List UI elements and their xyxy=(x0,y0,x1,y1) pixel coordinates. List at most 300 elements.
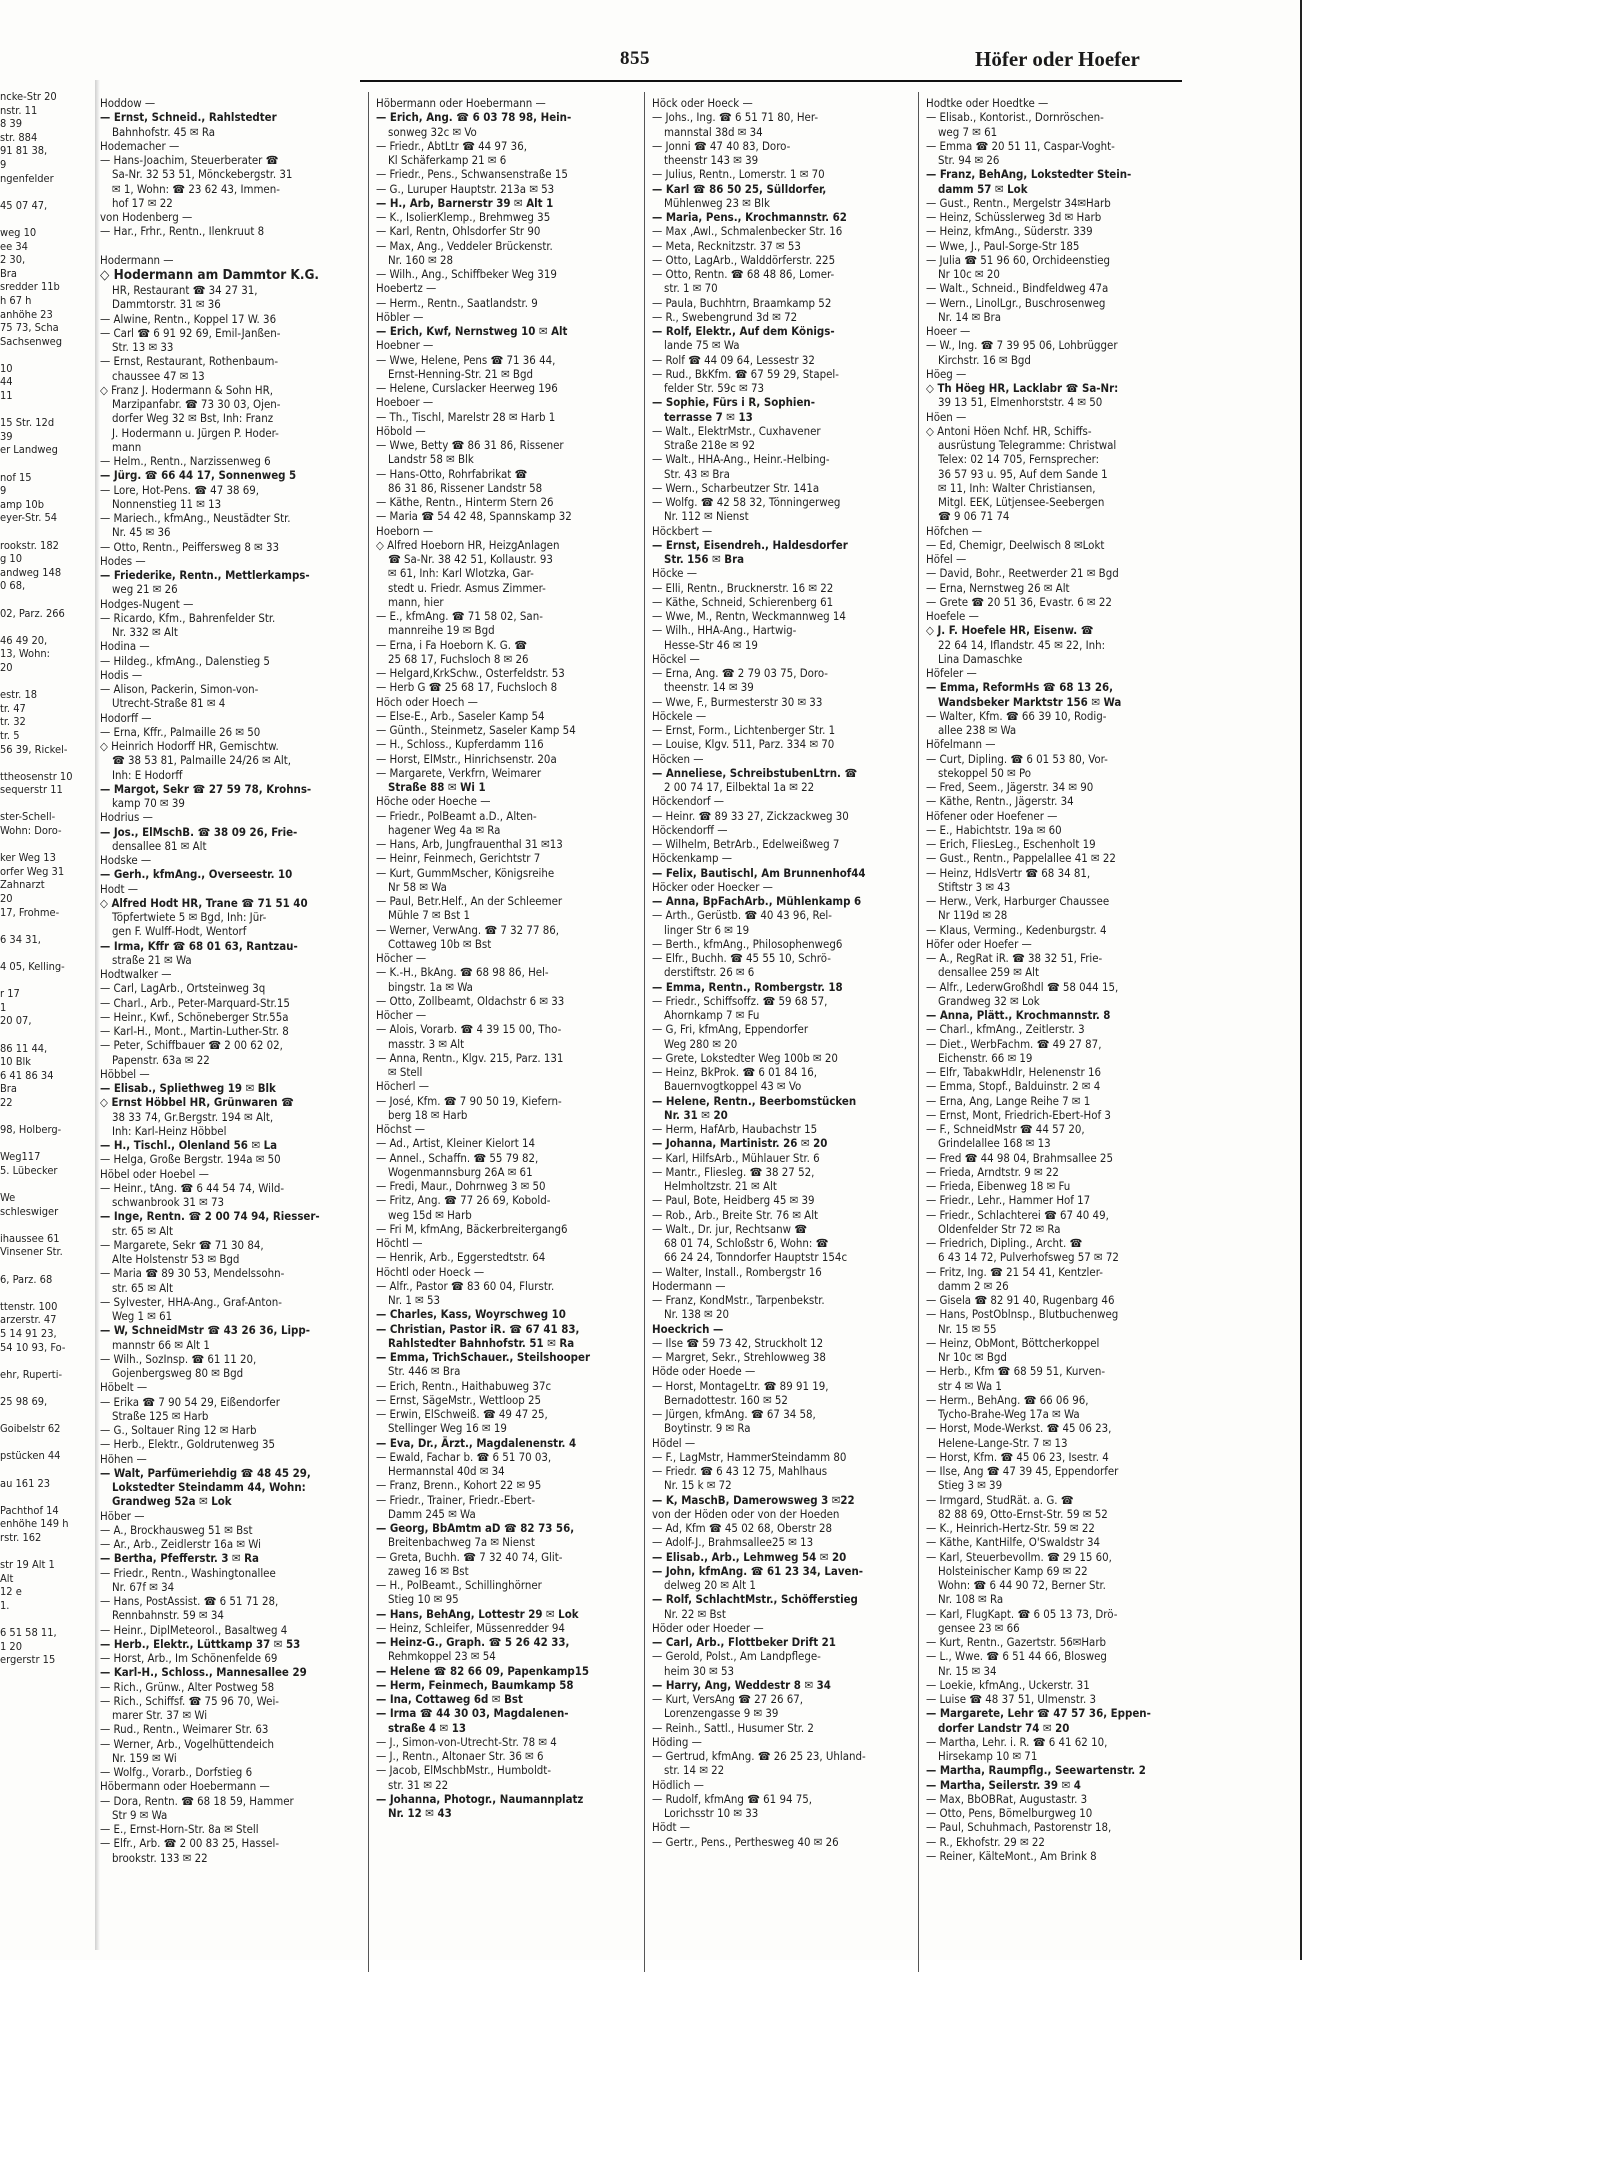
directory-entry: masstr. 3 ✉ Alt xyxy=(388,1036,465,1051)
directory-entry: J. Hodermann u. Jürgen P. Hoder- xyxy=(112,425,279,440)
directory-entry: densallee 259 ✉ Alt xyxy=(938,965,1040,980)
fragment-line: str 19 Alt 1 xyxy=(0,1558,55,1572)
directory-entry: — H., Arb, Barnerstr 39 ✉ Alt 1 xyxy=(376,195,554,210)
fragment-line: sredder 11b xyxy=(0,280,60,294)
directory-entry: Helmholtzstr. 21 ✉ Alt xyxy=(664,1179,777,1193)
directory-entry: — Friedr., Rentn., Washingtonallee xyxy=(100,1565,276,1580)
directory-entry: Hodtwalker — xyxy=(100,967,172,981)
fragment-line: h 67 h xyxy=(0,293,32,307)
directory-entry: — Herb., Elektr., Goldrutenweg 35 xyxy=(100,1437,276,1452)
directory-entry: — Wilh., SozInsp. ☎ 61 11 20, xyxy=(100,1351,257,1366)
directory-entry: ◇ Hodermann am Dammtor K.G. xyxy=(100,267,320,283)
directory-entry: — Wern., LinolLgr., Buschrosenweg xyxy=(926,295,1106,310)
directory-entry: — Sylvester, HHA-Ang., Graf-Anton- xyxy=(100,1294,282,1309)
fragment-line: ncke-Str 20 xyxy=(0,90,57,103)
fragment-line: eyer-Str. 54 xyxy=(0,511,58,525)
directory-entry: — Klaus, Verming., Kedenburgstr. 4 xyxy=(926,922,1107,937)
directory-entry: — Carl, Arb., Flottbeker Drift 21 xyxy=(652,1635,836,1649)
directory-entry: — J., Simon-von-Utrecht-Str. 78 ✉ 4 xyxy=(376,1734,557,1749)
directory-entry: — Adolf-J., Brahmsallee25 ✉ 13 xyxy=(652,1535,814,1550)
fragment-line: r 17 xyxy=(0,987,20,1001)
directory-entry: hagener Weg 4a ✉ Ra xyxy=(388,822,501,837)
directory-entry: Höck oder Hoeck — xyxy=(652,96,753,110)
directory-entry: — José, Kfm. ☎ 7 90 50 19, Kiefern- xyxy=(376,1093,562,1108)
directory-entry: — Herm, HafArb, Haubachstr 15 xyxy=(652,1122,818,1136)
directory-entry: ◇ Alfred Hoeborn HR, HeizgAnlagen xyxy=(376,537,560,552)
directory-entry: — Rolf, SchlachtMstr., Schöfferstieg xyxy=(652,1592,858,1607)
directory-entry: — Margarete, Sekr ☎ 71 30 84, xyxy=(100,1237,264,1252)
fragment-line xyxy=(0,212,95,226)
directory-entry: — Walter, Kfm. ☎ 66 39 10, Rodig- xyxy=(926,708,1107,723)
directory-entry: densallee 81 ✉ Alt xyxy=(112,838,207,853)
directory-entry: — Hans, Arb, Jungfrauenthal 31 ✉13 xyxy=(376,837,563,851)
directory-entry: Str. 43 ✉ Bra xyxy=(664,466,730,481)
directory-entry: — H., Tischl., Olenland 56 ✉ La xyxy=(100,1138,278,1152)
directory-entry: Nr. 45 ✉ 36 xyxy=(112,525,171,540)
fragment-line xyxy=(0,1286,95,1300)
directory-entry: Stellinger Weg 16 ✉ 19 xyxy=(388,1421,507,1436)
directory-entry: Inh: E Hodorff xyxy=(112,767,183,782)
directory-entry: — Grete, Lokstedter Weg 100b ✉ 20 xyxy=(652,1050,838,1065)
directory-entry: — Walt., ElektrMstr., Cuxhavener xyxy=(652,423,821,438)
directory-entry: str. 14 ✉ 22 xyxy=(664,1763,725,1778)
directory-entry: — Herb., Kfm ☎ 68 59 51, Kurven- xyxy=(926,1364,1106,1379)
directory-entry: — Otto, Rentn. ☎ 68 48 86, Lomer- xyxy=(652,267,835,281)
directory-entry: — Heinr, Feinmech, Gerichtstr 7 xyxy=(376,851,541,866)
directory-entry: — Margret, Sekr., Strehlowweg 38 xyxy=(652,1350,826,1364)
directory-entry: — Herb., Elektr., Lüttkamp 37 ✉ 53 xyxy=(100,1636,301,1651)
directory-entry: — Walter, Install., Rombergstr 16 xyxy=(652,1264,822,1279)
directory-entry: Str. 94 ✉ 26 xyxy=(938,153,1000,167)
directory-entry: — Elisab., Arb., Lehmweg 54 ✉ 20 xyxy=(652,1549,847,1564)
directory-entry: — Erna, Ang, Lange Reihe 7 ✉ 1 xyxy=(926,1093,1091,1108)
directory-entry: Hoeer — xyxy=(926,324,971,338)
directory-entry: — Ernst, Schneid., Rahlstedter xyxy=(100,110,277,125)
directory-entry: — Karl-H., Schloss., Mannesallee 29 xyxy=(100,1665,307,1680)
directory-entry: — Helgard,KrkSchw., Osterfeldstr. 53 xyxy=(376,666,565,680)
directory-entry: — Carl ☎ 6 91 92 69, Emil-Janßen- xyxy=(100,325,281,340)
directory-entry: — Fri M, kfmAng, Bäckerbreitergang6 xyxy=(376,1221,568,1236)
directory-entry: — Kurt, GummMscher, Königsreihe xyxy=(376,865,555,880)
directory-entry: — Sophie, Fürs i R, Sophien- xyxy=(652,395,815,410)
fragment-line: 98, Holberg- xyxy=(0,1123,62,1137)
directory-entry: — Friedr., PolBeamt a.D., Alten- xyxy=(376,808,537,823)
directory-entry: von Hodenberg — xyxy=(100,210,193,224)
directory-entry: Nr. 160 ✉ 28 xyxy=(388,252,454,267)
directory-entry: Gojenbergsweg 80 ✉ Bgd xyxy=(112,1366,244,1380)
directory-entry: Nr. 138 ✉ 20 xyxy=(664,1307,730,1322)
directory-entry: Hodermann — xyxy=(100,252,174,267)
directory-entry: — Irma ☎ 44 30 03, Magdalenen- xyxy=(376,1706,569,1721)
directory-entry: str. 65 ✉ Alt xyxy=(112,1280,174,1295)
directory-entry: ◇ Franz J. Hodermann & Sohn HR, xyxy=(100,382,274,397)
directory-entry: — Eva, Dr., Ärzt., Magdalenenstr. 4 xyxy=(376,1435,577,1450)
directory-entry: — Ar., Arb., Zeidlerstr 16a ✉ Wi xyxy=(100,1537,261,1551)
directory-entry: — Wolfg. ☎ 42 58 32, Tönningerweg xyxy=(652,495,841,509)
directory-entry: — Karl, Rentn, Ohlsdorfer Str 90 xyxy=(376,224,541,239)
directory-entry: mannreihe 19 ✉ Bgd xyxy=(388,623,495,638)
directory-entry: Oldenfelder Str 72 ✉ Ra xyxy=(938,1221,1061,1236)
directory-entry: — Ewald, Fachar b. ☎ 6 51 70 03, xyxy=(376,1449,552,1464)
directory-entry: — E., Ernst-Horn-Str. 8a ✉ Stell xyxy=(100,1822,259,1836)
directory-entry: — Ad, Kfm ☎ 45 02 68, Oberstr 28 xyxy=(652,1521,832,1535)
directory-entry: — Otto, Pens, Bömelburgweg 10 xyxy=(926,1806,1093,1820)
directory-entry: — Erna, Ang. ☎ 2 79 03 75, Doro- xyxy=(652,666,829,680)
directory-entry: — Paul, Bote, Heidberg 45 ✉ 39 xyxy=(652,1193,815,1208)
directory-entry: — Reiner, KälteMont., Am Brink 8 xyxy=(926,1848,1097,1863)
directory-entry: Höding — xyxy=(652,1734,702,1749)
fragment-line: 91 81 38, xyxy=(0,144,48,158)
directory-entry: — Max, BbOBRat, Augustastr. 3 xyxy=(926,1791,1088,1806)
directory-entry: dorfer Weg 32 ✉ Bst, Inh: Franz xyxy=(112,411,274,426)
running-head: Höfer oder Hoefer xyxy=(975,47,1140,71)
directory-entry: gen F. Wulff-Hodt, Wentorf xyxy=(112,924,247,939)
fragment-line: ker Weg 13 xyxy=(0,851,56,865)
directory-entry: heim 30 ✉ 53 xyxy=(664,1663,735,1678)
directory-entry: Lorenzengasse 9 ✉ 39 xyxy=(664,1706,779,1721)
fragment-line: Alt xyxy=(0,1571,14,1585)
directory-entry: — Wwe, J., Paul-Sorge-Str 185 xyxy=(926,238,1080,253)
fragment-line: nof 15 xyxy=(0,470,32,484)
directory-entry: — Wern., Scharbeutzer Str. 141a xyxy=(652,480,820,495)
directory-entry: ◇ J. F. Hoefele HR, Eisenw. ☎ xyxy=(926,623,1094,638)
directory-entry: 68 01 74, Schloßstr 6, Wohn: ☎ xyxy=(664,1236,829,1250)
directory-entry: Hoddow — xyxy=(100,96,156,110)
directory-entry: Rennbahnstr. 59 ✉ 34 xyxy=(112,1608,224,1623)
directory-entry: — Arth., Gerüstb. ☎ 40 43 96, Rel- xyxy=(652,908,832,923)
directory-entry: Töpfertwiete 5 ✉ Bgd, Inh: Jür- xyxy=(112,910,267,924)
directory-entry: Ernst-Henning-Str. 21 ✉ Bgd xyxy=(388,366,533,381)
fragment-line: 10 Blk xyxy=(0,1055,32,1069)
directory-entry: — Herm., BehAng. ☎ 66 06 96, xyxy=(926,1392,1089,1407)
fragment-line: Vinsener Str. xyxy=(0,1245,63,1259)
directory-entry: Höckbert — xyxy=(652,523,713,538)
directory-entry: Str. 446 ✉ Bra xyxy=(388,1364,461,1379)
directory-entry: Hodorff — xyxy=(100,710,152,725)
fragment-line xyxy=(0,1545,95,1559)
directory-entry: straße 4 ✉ 13 xyxy=(388,1720,466,1735)
directory-entry: — Gerh., kfmAng., Overseestr. 10 xyxy=(100,867,293,882)
directory-entry: — Erika ☎ 7 90 54 29, Eißendorfer xyxy=(100,1394,280,1409)
fragment-line: 2 30, xyxy=(0,253,26,267)
fragment-line: ergerstr 15 xyxy=(0,1653,56,1667)
directory-entry: — Else-E., Arb., Saseler Kamp 54 xyxy=(376,708,545,723)
directory-entry: Nr. 15 k ✉ 72 xyxy=(664,1478,732,1493)
directory-entry: Höche oder Hoeche — xyxy=(376,794,491,809)
directory-entry: — Rob., Arb., Breite Str. 76 ✉ Alt xyxy=(652,1207,819,1222)
fragment-line: 6 41 86 34 xyxy=(0,1068,54,1082)
directory-entry: — Ernst, Eisendreh., Haldesdorfer xyxy=(652,537,848,552)
directory-entry: str 4 ✉ Wa 1 xyxy=(938,1378,1002,1393)
fragment-line: Sachsenweg xyxy=(0,334,63,348)
directory-entry: — Karl, FlugKapt. ☎ 6 05 13 73, Drö- xyxy=(926,1606,1118,1621)
directory-entry: — Julia ☎ 51 96 60, Orchideenstieg xyxy=(926,252,1111,267)
directory-entry: Nr. 22 ✉ Bst xyxy=(664,1606,726,1621)
fragment-line: 20 07, xyxy=(0,1014,32,1028)
directory-entry: Straße 218e ✉ 92 xyxy=(664,438,756,452)
fragment-line xyxy=(0,348,95,362)
directory-entry: — Charl., Arb., Peter-Marquard-Str.15 xyxy=(100,995,290,1010)
directory-entry: Höde oder Hoede — xyxy=(652,1364,756,1379)
directory-entry: Hodske — xyxy=(100,853,152,867)
directory-entry: terrasse 7 ✉ 13 xyxy=(664,409,753,424)
directory-entry: — Friederike, Rentn., Mettlerkamps- xyxy=(100,568,310,582)
directory-entry: damm 57 ✉ Lok xyxy=(938,181,1028,196)
directory-entry: — Fritz, Ing. ☎ 21 54 41, Kentzler- xyxy=(926,1264,1103,1279)
directory-entry: Höbermann oder Hoebermann — xyxy=(376,96,546,110)
directory-entry: Str. 156 ✉ Bra xyxy=(664,552,745,566)
directory-entry: sonweg 32c ✉ Vo xyxy=(388,124,477,139)
directory-entry: — Erich, Rentn., Haithabuweg 37c xyxy=(376,1378,552,1393)
directory-entry: Bahnhofstr. 45 ✉ Ra xyxy=(112,124,215,139)
directory-entry: Nr. 112 ✉ Nienst xyxy=(664,509,749,524)
directory-entry: Hodt — xyxy=(100,881,139,896)
directory-entry: — Curt, Dipling. ☎ 6 01 53 80, Vor- xyxy=(926,751,1108,766)
directory-entry: Nr 10c ✉ 20 xyxy=(938,267,1000,281)
directory-entry: Höbler — xyxy=(376,309,424,324)
directory-entry: — Friedr., Trainer, Friedr.-Ebert- xyxy=(376,1492,536,1507)
directory-entry: Wohn: ☎ 6 44 90 72, Berner Str. xyxy=(938,1578,1106,1592)
directory-entry: — Gertrud, kfmAng. ☎ 26 25 23, Uhland- xyxy=(652,1749,866,1763)
directory-entry: — Luise ☎ 48 37 51, Ulmenstr. 3 xyxy=(926,1692,1097,1706)
directory-entry: — Erich, Ang. ☎ 6 03 78 98, Hein- xyxy=(376,110,572,125)
directory-column-3 xyxy=(652,96,920,1956)
directory-entry: — Karl, HilfsArb., Mühlauer Str. 6 xyxy=(652,1150,820,1165)
fragment-line: ttenstr. 100 xyxy=(0,1299,58,1313)
directory-entry: — Emma, Stopf., Balduinstr. 2 ✉ 4 xyxy=(926,1079,1101,1094)
directory-entry: Damm 245 ✉ Wa xyxy=(388,1506,476,1521)
directory-entry: — Friedr., Schiffsoffz. ☎ 59 68 57, xyxy=(652,993,828,1008)
directory-entry: Holsteinischer Kamp 69 ✉ 22 xyxy=(938,1563,1088,1578)
fragment-line: ehr, Ruperti- xyxy=(0,1367,63,1381)
directory-entry: — Berth., kfmAng., Philosophenweg6 xyxy=(652,936,843,951)
fragment-line: str. 884 xyxy=(0,130,38,144)
directory-entry: — Käthe, KantHilfe, O'Swaldstr 34 xyxy=(926,1535,1101,1550)
directory-entry: Grandweg 52a ✉ Lok xyxy=(112,1494,232,1509)
directory-entry: Hoeckrich — xyxy=(652,1321,724,1336)
directory-entry: — Emma, Rentn., Rombergstr. 18 xyxy=(652,979,843,994)
directory-entry: Höbold — xyxy=(376,423,426,438)
fragment-line: 0 68, xyxy=(0,579,26,593)
fragment-line: tr. 5 xyxy=(0,728,20,742)
directory-entry: — Gust., Rentn., Mergelstr 34✉Harb xyxy=(926,195,1111,210)
fragment-line: 5 14 91 23, xyxy=(0,1327,57,1341)
directory-entry: — Heinz-G., Graph. ☎ 5 26 42 33, xyxy=(376,1635,570,1649)
directory-entry: Höfer oder Hoefer — xyxy=(926,936,1032,951)
directory-entry: straße 21 ✉ Wa xyxy=(112,952,192,967)
directory-entry: Nr. 12 ✉ 43 xyxy=(388,1806,452,1820)
directory-entry: — Ernst, Mont, Friedrich-Ebert-Hof 3 xyxy=(926,1107,1111,1122)
directory-entry: Höcker oder Hoecker — xyxy=(652,879,773,894)
directory-entry: — K.-H., BkAng. ☎ 68 98 86, Hel- xyxy=(376,965,549,980)
directory-entry: Wogenmannsburg 26A ✉ 61 xyxy=(388,1164,533,1179)
directory-entry: Höckel — xyxy=(652,651,700,666)
directory-entry: — Helene, Curslacker Heerweg 196 xyxy=(376,381,558,395)
directory-entry: — Julius, Rentn., Lomerstr. 1 ✉ 70 xyxy=(652,167,825,182)
directory-entry: Eichenstr. 66 ✉ 19 xyxy=(938,1050,1033,1065)
fragment-line xyxy=(0,675,95,689)
directory-entry: Nonnenstieg 11 ✉ 13 xyxy=(112,496,222,511)
directory-entry: chaussee 47 ✉ 13 xyxy=(112,368,205,383)
fragment-line: 9 xyxy=(0,484,7,498)
fragment-line: anhöhe 23 xyxy=(0,307,53,321)
directory-entry: — Rud., Rentn., Weimarer Str. 63 xyxy=(100,1722,269,1737)
fragment-line xyxy=(0,1110,95,1124)
directory-entry: — Heinz, ObMont, Böttcherkoppel xyxy=(926,1335,1100,1350)
fragment-line: 9 xyxy=(0,157,7,171)
directory-entry: — Johanna, Martinistr. 26 ✉ 20 xyxy=(652,1136,828,1151)
fragment-line: tr. 47 xyxy=(0,701,26,715)
directory-entry: Höfeler — xyxy=(926,666,977,680)
fragment-line: 02, Parz. 266 xyxy=(0,606,65,620)
directory-entry: — Jonni ☎ 47 40 83, Doro- xyxy=(652,138,791,153)
directory-entry: — Ad., Artist, Kleiner Kielort 14 xyxy=(376,1136,536,1151)
fragment-line xyxy=(0,1218,95,1232)
directory-entry: bingstr. 1a ✉ Wa xyxy=(388,979,473,994)
directory-entry: — Heinz, Schleifer, Müssenredder 94 xyxy=(376,1620,565,1635)
fragment-line: 5. Lübecker xyxy=(0,1163,58,1177)
fragment-line: rookstr. 182 xyxy=(0,538,59,552)
directory-entry: — Käthe, Schneid, Schierenberg 61 xyxy=(652,594,834,609)
directory-entry: — F., SchneidMstr ☎ 44 57 20, xyxy=(926,1122,1085,1136)
directory-entry: — K., IsolierKlemp., Brehmweg 35 xyxy=(376,210,551,224)
directory-entry: — Diet., WerbFachm. ☎ 49 27 87, xyxy=(926,1036,1102,1051)
directory-entry: ◇ Antoni Höen Nchf. HR, Schiffs- xyxy=(926,423,1092,438)
directory-entry: — Helene ☎ 82 66 09, Papenkamp15 xyxy=(376,1663,590,1678)
directory-entry: — Heinr., tAng. ☎ 6 44 54 74, Wild- xyxy=(100,1180,285,1195)
directory-entry: — Emma ☎ 20 51 11, Caspar-Voght- xyxy=(926,138,1115,153)
fragment-line: ster-Schell- xyxy=(0,810,56,824)
directory-entry: — Martha, Lehr. i. R. ☎ 6 41 62 10, xyxy=(926,1734,1108,1749)
directory-entry: Marzipanfabr. ☎ 73 30 03, Ojen- xyxy=(112,397,281,411)
fragment-line xyxy=(0,756,95,770)
directory-entry: Grandweg 32 ✉ Lok xyxy=(938,993,1040,1008)
directory-entry: — Helene, Rentn., Beerbomstücken xyxy=(652,1093,857,1108)
fragment-line: 12 e xyxy=(0,1585,22,1599)
fragment-line xyxy=(0,1381,95,1395)
directory-entry: Höckenkamp — xyxy=(652,851,732,866)
directory-entry: Breitenbachweg 7a ✉ Nienst xyxy=(388,1535,535,1550)
directory-entry: Telex: 02 14 705, Fernsprecher: xyxy=(938,452,1100,467)
directory-entry: — Max ,Awl., Schmalenbecker Str. 16 xyxy=(652,224,843,239)
directory-entry: — Fred, Seem., Jägerstr. 34 ✉ 90 xyxy=(926,780,1094,794)
fragment-line: 1 xyxy=(0,1000,7,1014)
fragment-line: enhöhe 149 h xyxy=(0,1517,69,1531)
directory-entry: — Heinz, HdlsVertr ☎ 68 34 81, xyxy=(926,865,1091,880)
directory-entry: — Elli, Rentn., Brucknerstr. 16 ✉ 22 xyxy=(652,580,834,595)
directory-entry: — Martha, Raumpflg., Seewartenstr. 2 xyxy=(926,1763,1146,1778)
fragment-line xyxy=(0,838,95,852)
previous-page-fragment xyxy=(0,90,95,1950)
fragment-line: 11 xyxy=(0,389,13,403)
directory-entry: Hodina — xyxy=(100,639,150,654)
directory-entry: ✉ Stell xyxy=(388,1065,423,1079)
directory-entry: — Werner, Arb., Vogelhüttendeich xyxy=(100,1736,274,1751)
directory-entry: — W., Ing. ☎ 7 39 95 06, Lohbrügger xyxy=(926,338,1118,353)
directory-entry: — Anna, Rentn., Klgv. 215, Parz. 131 xyxy=(376,1050,564,1065)
directory-entry: 82 88 69, Otto-Ernst-Str. 59 ✉ 52 xyxy=(938,1506,1108,1521)
directory-entry: — Jacob, ElMschbMstr., Humboldt- xyxy=(376,1763,552,1778)
directory-entry: — Kurt, Rentn., Gazertstr. 56✉Harb xyxy=(926,1635,1107,1649)
directory-entry: Cottaweg 10b ✉ Bst xyxy=(388,936,492,951)
directory-entry: stedt u. Friedr. Asmus Zimmer- xyxy=(388,580,546,595)
directory-entry: — Mariech., kfmAng., Neustädter Str. xyxy=(100,511,291,525)
fragment-line: 10 xyxy=(0,361,13,375)
fragment-line xyxy=(0,403,95,417)
directory-entry: Hoeborn — xyxy=(376,523,434,538)
directory-entry: — Meta, Recknitzstr. 37 ✉ 53 xyxy=(652,238,801,253)
fragment-line: 46 49 20, xyxy=(0,633,48,647)
directory-entry: — Martha, Seilerstr. 39 ✉ 4 xyxy=(926,1777,1081,1792)
directory-entry: — Elfr., Buchh. ☎ 45 55 10, Schrö- xyxy=(652,951,831,965)
directory-entry: — Gertr., Pens., Perthesweg 40 ✉ 26 xyxy=(652,1834,839,1849)
directory-entry: — Franz, KondMstr., Tarpenbekstr. xyxy=(652,1293,825,1307)
directory-entry: Hodes — xyxy=(100,553,146,568)
directory-entry: — Fritz, Ang. ☎ 77 26 69, Kobold- xyxy=(376,1193,551,1208)
directory-entry: — Wilhelm, BetrArb., Edelweißweg 7 xyxy=(652,837,840,851)
directory-entry: — Georg, BbAmtm aD ☎ 82 73 56, xyxy=(376,1521,575,1535)
fragment-line xyxy=(0,457,95,471)
directory-entry: — Wwe, M., Rentn, Weckmannweg 14 xyxy=(652,609,846,623)
directory-entry: Hoeboer — xyxy=(376,395,434,410)
fragment-line xyxy=(0,1028,95,1042)
directory-entry: — Alwine, Rentn., Koppel 17 W. 36 xyxy=(100,311,277,326)
directory-entry: — Greta, Buchh. ☎ 7 32 40 74, Glit- xyxy=(376,1549,563,1564)
fragment-line xyxy=(0,593,95,607)
fragment-line: ttheosenstr 10 xyxy=(0,769,73,783)
directory-entry: — Frieda, Eibenweg 18 ✉ Fu xyxy=(926,1179,1071,1193)
directory-entry: Höfel — xyxy=(926,552,967,566)
directory-entry: — Walt, Parfümeriehdig ☎ 48 45 29, xyxy=(100,1465,311,1480)
fragment-line xyxy=(0,620,95,634)
directory-entry: — Felix, Bautischl, Am Brunnenhof44 xyxy=(652,865,866,880)
directory-entry: von der Höden oder von der Hoeden xyxy=(652,1506,840,1521)
directory-entry: Lokstedter Steindamm 44, Wohn: xyxy=(112,1480,306,1494)
directory-entry: ☎ Sa-Nr. 38 42 51, Kollaustr. 93 xyxy=(388,552,553,566)
directory-entry: Hodemacher — xyxy=(100,138,180,153)
fragment-line: weg 10 xyxy=(0,225,37,239)
directory-entry: — Rolf ☎ 44 09 64, Lessestr 32 xyxy=(652,352,815,367)
directory-entry: 66 24 24, Tonndorfer Hauptstr 154c xyxy=(664,1250,848,1265)
fragment-line: 75 73, Scha xyxy=(0,321,59,335)
directory-entry: — Alfr., LederwGroßhdl ☎ 58 044 15, xyxy=(926,979,1119,994)
directory-entry: — Otto, Rentn., Peiffersweg 8 ✉ 33 xyxy=(100,539,280,554)
directory-entry: ausrüstung Telegramme: Christwal xyxy=(938,438,1117,452)
fragment-line xyxy=(0,797,95,811)
directory-entry: Stieg 3 ✉ 39 xyxy=(938,1478,1003,1493)
directory-entry: — Charles, Kass, Woyrschweg 10 xyxy=(376,1307,566,1322)
fragment-line: 25 98 69, xyxy=(0,1395,48,1408)
directory-entry: Str 9 ✉ Wa xyxy=(112,1807,168,1822)
directory-entry: — Mantr., Fliesleg. ☎ 38 27 52, xyxy=(652,1164,815,1179)
directory-entry: Nr. 159 ✉ Wi xyxy=(112,1750,177,1765)
directory-entry: Bauernvogtkoppel 43 ✉ Vo xyxy=(664,1079,802,1094)
directory-entry: — Horst, Mode-Werkst. ☎ 45 06 23, xyxy=(926,1421,1112,1436)
fragment-line xyxy=(0,1137,95,1151)
directory-entry: Hödlich — xyxy=(652,1777,704,1792)
directory-entry: — Ernst, Form., Lichtenberger Str. 1 xyxy=(652,723,836,737)
fragment-line: 6 51 58 11, xyxy=(0,1626,57,1640)
fragment-line: ihaussee 61 xyxy=(0,1231,60,1245)
directory-entry: — G., Soltauer Ring 12 ✉ Harb xyxy=(100,1423,257,1437)
directory-column-1 xyxy=(100,96,358,1956)
directory-entry: — Wolfg., Vorarb., Dorfstieg 6 xyxy=(100,1765,253,1779)
directory-entry: Nr. 1 ✉ 53 xyxy=(388,1293,440,1307)
directory-entry: Höber — xyxy=(100,1508,145,1523)
fragment-line: ngenfelder xyxy=(0,171,54,185)
directory-entry: ✉ 61, Inh: Karl Wlotzka, Gar- xyxy=(388,566,534,581)
directory-entry: — Ilse ☎ 59 73 42, Struckholt 12 xyxy=(652,1335,824,1350)
